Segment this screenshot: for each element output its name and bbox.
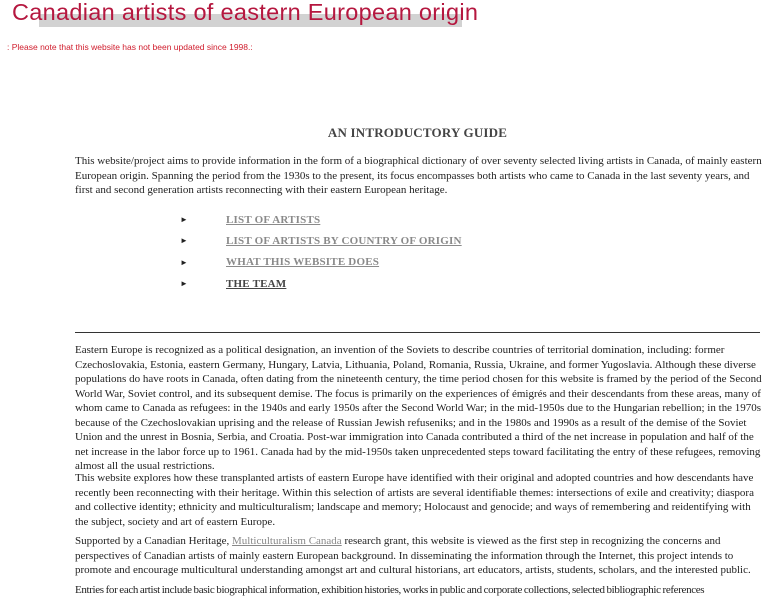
support-text: Supported by a Canadian Heritage, [75,535,233,547]
bullet-icon: ► [180,279,188,289]
divider [75,332,760,333]
nav-item [180,273,462,294]
the-team-link[interactable]: THE TEAM [226,277,287,290]
nav-list [180,209,462,294]
themes-paragraph: This website explores how these transplanted artists of eastern Europe have identified with their original and adopted countries and how descendants have recently been reconnecting with their heritage. Within this selection of artists are several identifiable themes: intersections of exile and creativity; diaspora and collective identity; ethnicity and multiculturalism; landscape and memory; Holocaust and genocide; and ways of remembering and reidentifying with the subject, society and art of eastern Europe. [75,472,754,528]
list-of-artists-link[interactable]: LIST OF ARTISTS [226,213,321,226]
support-text: research grant, this website is viewed as the first step in recognizing the concerns and perspectives of Canadian artists of mainly eastern European background. In disseminating the information through the Internet, this project intends to promote and encourage multicultural understanding amongst art and cultural historians, art educators, artists, students, scholars, and the interested public. [75,535,751,576]
bullet-icon: ► [180,257,188,267]
what-this-website-does-link[interactable]: WHAT THIS WEBSITE DOES [226,256,380,269]
artists-by-country-link[interactable]: LIST OF ARTISTS BY COUNTRY OF ORIGIN [226,234,462,247]
bullet-icon: ► [180,215,188,225]
multiculturalism-canada-link[interactable]: Multiculturalism Canada [232,535,342,547]
support-paragraph [75,534,765,578]
nav-item [180,252,462,273]
bullet-icon: ► [180,236,188,246]
eastern-europe-paragraph: Eastern Europe is recognized as a political designation, an invention of the Soviets to describe countries of territorial domination, including: former Czechoslovakia, Estonia, eastern Germany, Hungary, Latvia, Lithuania, Poland, Romania, Russia, Ukraine, and former Yugoslavia. Although these diverse populations do have roots in Canada, often dating from the nineteenth century, the time period chosen for this website is framed by the period of the Second World War, Soviet control, and its subsequent demise. The focus is primarily on the experiences of émigrés and their descendants from these areas, many of whom came to Canada as refugees: in the 1940s and early 1950s after the Second World War; in the mid-1950s due to the Hungarian rebellion; in the 1970s because of the Czechoslovakian uprising and the release of Russian Jewish refuseniks; and in the 1980s and 1990s as a result of the demise of the Soviet Union and the unrest in Bosnia, Serbia, and Croatia. Post-war immigration into Canada contributed a third of the net increase in population and half of the net increase in the labor force up to 1961. Canada had by the mid-1950s taken unprecedented steps toward facilitating the entry of these refugees, removing almost all the usual restrictions. [75,344,762,472]
update-notice: : Please note that this website has not been updated since 1998.: [7,42,253,52]
page-heading: AN INTRODUCTORY GUIDE [327,125,508,140]
intro-paragraph: This website/project aims to provide information in the form of a biographical dictionary of over seventy selected living artists in Canada, of mainly eastern European origin. Spanning the period from the 1930s to the present, its focus encompasses both artists who came to Canada in the last seventy years, and first and second generation artists reconnecting with their eastern European heritage. [75,155,762,196]
nav-item [180,209,462,230]
entries-paragraph: Entries for each artist include basic biographical information, exhibition histories, works in public and corporate collections, selected bibliographic references [75,584,705,596]
nav-item [180,230,462,251]
site-title: Canadian artists of eastern European origin [12,0,479,25]
